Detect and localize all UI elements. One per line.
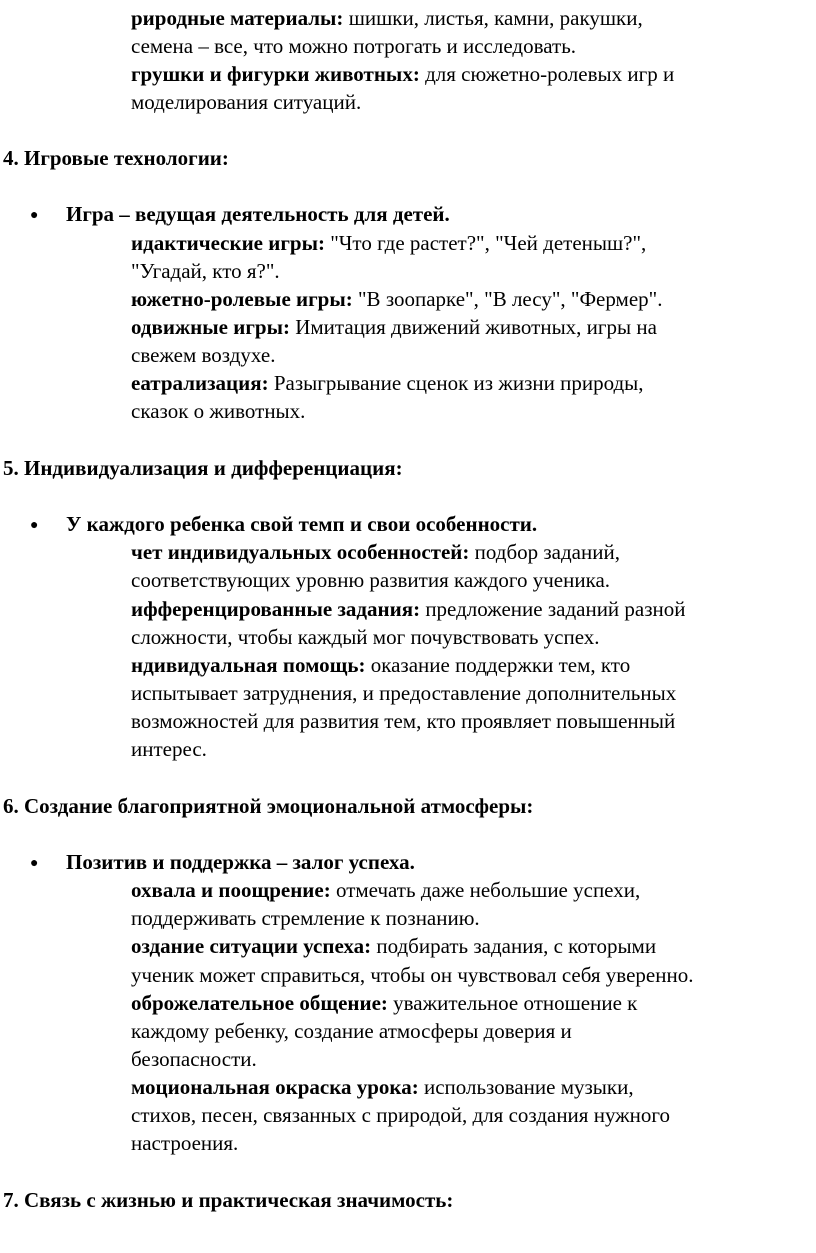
bullet-text: Игра – ведущая деятельность для детей. — [66, 202, 450, 226]
list-item-continuation: поддерживать стремление к познанию. — [131, 906, 480, 930]
list-item — [131, 989, 637, 1017]
list-item-continuation: моделирования ситуаций. — [131, 90, 362, 114]
list-item — [131, 229, 646, 257]
list-item — [131, 60, 674, 88]
item-label: ифференцированные задания: — [131, 597, 421, 621]
item-label: грушки и фигурки животных: — [131, 62, 420, 86]
bullet-icon: ● — [30, 518, 39, 533]
item-label: риродные материалы: — [131, 6, 344, 30]
list-item — [131, 595, 686, 623]
item-label: ндивидуальная помощь: — [131, 653, 366, 677]
item-text: шишки, листья, камни, ракушки, — [343, 6, 643, 30]
list-item-continuation: каждому ребенку, создание атмосферы доверия и — [131, 1019, 572, 1043]
list-item — [131, 4, 643, 32]
list-item-continuation: возможностей для развития тем, кто проявляет повышенный — [131, 709, 676, 733]
item-label: идактические игры: — [131, 231, 325, 255]
item-text: Имитация движений животных, игры на — [289, 315, 657, 339]
item-label: моциональная окраска урока: — [131, 1075, 419, 1099]
bullet-text: У каждого ребенка свой темп и свои особенности. — [66, 512, 538, 536]
item-text: оказание поддержки тем, кто — [365, 653, 631, 677]
item-text: подбор заданий, — [469, 540, 620, 564]
list-item-continuation: стихов, песен, связанных с природой, для создания нужного — [131, 1103, 671, 1127]
list-item-continuation: семена – все, что можно потрогать и исследовать. — [131, 34, 577, 58]
list-item-continuation: интерес. — [131, 737, 207, 761]
list-item — [131, 651, 630, 679]
item-text: для сюжетно-ролевых игр и — [419, 62, 675, 86]
list-item — [131, 538, 620, 566]
item-label: одвижные игры: — [131, 315, 290, 339]
list-item-continuation: соответствующих уровню развития каждого ученика. — [131, 568, 611, 592]
item-text: "Что где растет?", "Чей детеныш?", — [324, 231, 647, 255]
bullet-item — [30, 200, 450, 230]
list-item — [131, 313, 657, 341]
list-item-continuation: свежем воздухе. — [131, 343, 276, 367]
item-label: оброжелательное общение: — [131, 991, 388, 1015]
section-heading: 4. Игровые технологии: — [3, 146, 229, 170]
list-item-continuation: "Угадай, кто я?". — [131, 259, 280, 283]
list-item — [131, 876, 640, 904]
list-item-continuation: ученик может справиться, чтобы он чувствовал себя уверенно. — [131, 963, 694, 987]
item-text: "В зоопарке", "В лесу", "Фермер". — [352, 287, 663, 311]
item-label: охвала и поощрение: — [131, 878, 331, 902]
section-heading: 6. Создание благоприятной эмоциональной атмосферы: — [3, 794, 534, 818]
section-heading: 7. Связь с жизнью и практическая значимость: — [3, 1188, 454, 1212]
list-item-continuation: сложности, чтобы каждый мог почувствовать успех. — [131, 625, 600, 649]
list-item — [131, 369, 644, 397]
item-text: Разыгрывание сценок из жизни природы, — [268, 371, 644, 395]
list-item-continuation: сказок о животных. — [131, 399, 306, 423]
item-label: еатрализация: — [131, 371, 269, 395]
item-text: уважительное отношение к — [387, 991, 638, 1015]
item-text: отмечать даже небольшие успехи, — [330, 878, 641, 902]
bullet-icon: ● — [30, 208, 39, 223]
item-text: подбирать задания, с которыми — [371, 934, 657, 958]
item-label: чет индивидуальных особенностей: — [131, 540, 470, 564]
list-item — [131, 932, 656, 960]
item-label: южетно-ролевые игры: — [131, 287, 353, 311]
list-item — [131, 285, 662, 313]
list-item-continuation: настроения. — [131, 1131, 239, 1155]
bullet-item — [30, 510, 537, 540]
list-item-continuation: безопасности. — [131, 1047, 257, 1071]
bullet-item — [30, 848, 415, 878]
bullet-text: Позитив и поддержка – залог успеха. — [66, 850, 415, 874]
list-item — [131, 1073, 634, 1101]
bullet-icon: ● — [30, 856, 39, 871]
list-item-continuation: испытывает затруднения, и предоставление дополнительных — [131, 681, 677, 705]
item-label: оздание ситуации успеха: — [131, 934, 372, 958]
section-heading: 5. Индивидуализация и дифференциация: — [3, 456, 403, 480]
item-text: использование музыки, — [418, 1075, 634, 1099]
item-text: предложение заданий разной — [420, 597, 686, 621]
